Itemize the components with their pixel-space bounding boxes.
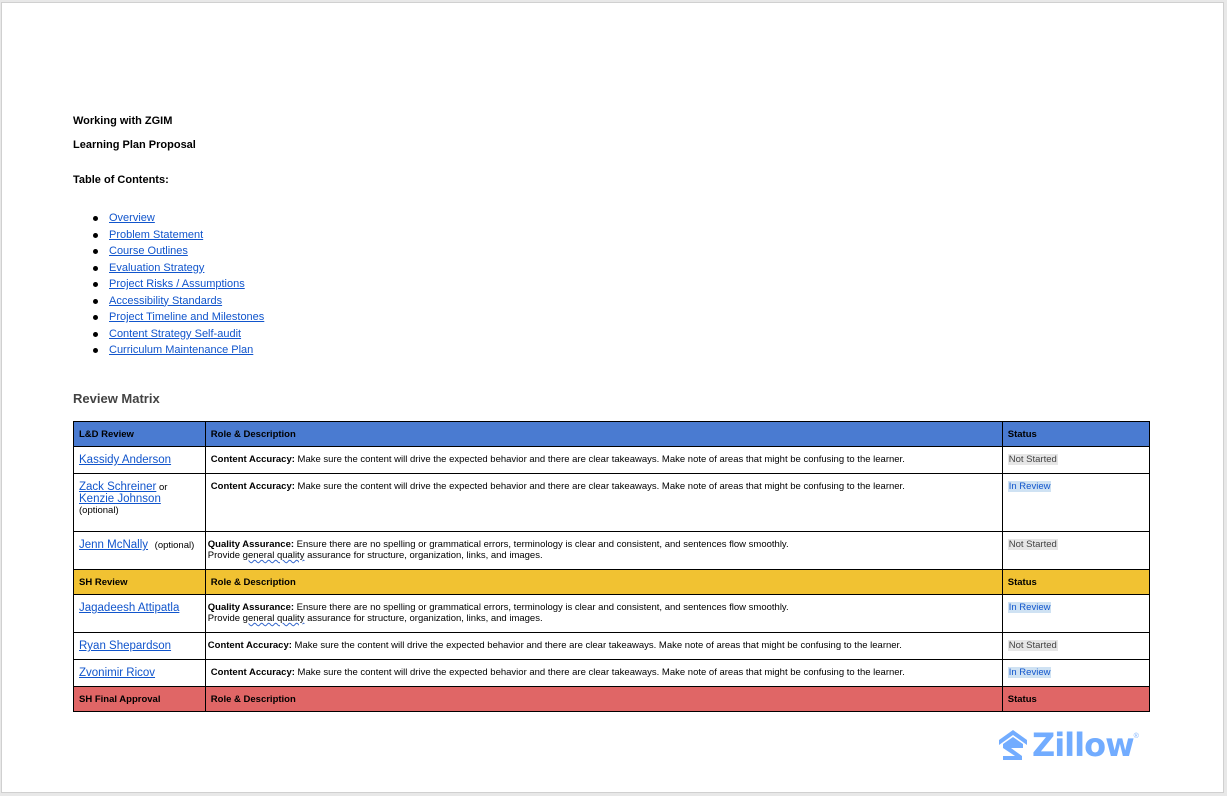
toc-link-overview[interactable]: Overview — [109, 212, 155, 224]
status-cell — [1002, 595, 1149, 633]
status-chip[interactable]: Not Started — [1008, 640, 1057, 651]
description-line2-start: Provide — [207, 550, 243, 561]
description-cell — [205, 447, 1002, 474]
status-cell — [1002, 633, 1149, 660]
reviewer-link[interactable]: Kassidy Anderson — [79, 454, 172, 466]
logo-wordmark: Zillow — [1032, 726, 1134, 764]
description-cell — [205, 532, 1002, 570]
toc-heading: Table of Contents: — [73, 174, 169, 186]
status-cell — [1002, 660, 1149, 687]
reviewer-link[interactable]: Kenzie Johnson — [79, 493, 161, 505]
header-cell-status: Status — [1002, 687, 1149, 712]
description-cell — [205, 474, 1002, 532]
reviewer-link[interactable]: Jagadeesh Attipatla — [79, 602, 180, 614]
header-cell-reviewer: SH Review — [74, 570, 206, 595]
or-text: or — [158, 482, 168, 493]
reviewer-link[interactable]: Jenn McNally — [79, 539, 149, 551]
toc-link-accessibility-standards[interactable]: Accessibility Standards — [109, 294, 223, 307]
review-matrix-table — [73, 421, 1150, 712]
bullet-icon — [93, 332, 98, 337]
reviewer-cell — [74, 532, 206, 570]
description-cell — [205, 595, 1002, 633]
role-description: Ensure there are no spelling or grammatical errors, terminology is clear and consistent, and sentences flow smoothly. — [294, 602, 789, 613]
role-description: Make sure the content will drive the expected behavior and there are clear takeaways. Make note of areas that might be confusing to the learner. — [294, 454, 905, 465]
reviewer-link[interactable]: Zvonimir Ricov — [79, 667, 156, 679]
reviewer-cell — [74, 447, 206, 474]
reviewer-link[interactable]: Ryan Shepardson — [79, 640, 172, 652]
reviewer-cell — [74, 660, 206, 687]
bullet-icon — [93, 315, 98, 320]
reviewer-link[interactable]: Zack Schreiner — [79, 481, 157, 493]
bullet-icon — [93, 266, 98, 271]
registered-mark: ® — [1133, 733, 1139, 740]
header-cell-status: Status — [1002, 422, 1149, 447]
toc-link-evaluation-strategy[interactable]: Evaluation Strategy — [109, 261, 205, 274]
reviewer-cell — [74, 633, 206, 660]
description-line2-start: Provide — [207, 613, 243, 624]
zillow-house-icon — [998, 729, 1028, 761]
bullet-icon — [93, 216, 98, 221]
toc-item — [73, 309, 264, 326]
optional-note: (optional) — [79, 505, 119, 516]
table-row — [74, 660, 1150, 687]
toc-item — [73, 342, 264, 359]
reviewer-cell — [74, 595, 206, 633]
table-row — [74, 595, 1150, 633]
toc-item — [73, 293, 264, 310]
header-cell-status: Status — [1002, 570, 1149, 595]
header-cell-role: Role & Description — [205, 687, 1002, 712]
document-page — [1, 2, 1224, 793]
role-description: Make sure the content will drive the expected behavior and there are clear takeaways. Make note of areas that might be confusing to the learner. — [294, 481, 905, 492]
review-matrix-heading: Review Matrix — [73, 391, 160, 406]
toc-item — [73, 210, 264, 227]
role-label: Content Accuracy: — [210, 454, 295, 465]
toc-item — [73, 260, 264, 277]
status-cell — [1002, 474, 1149, 532]
toc-item — [73, 276, 264, 293]
status-chip[interactable]: In Review — [1008, 481, 1051, 492]
role-label: Content Accuracy: — [210, 667, 295, 678]
toc-link-course-outlines[interactable]: Course Outlines — [109, 245, 188, 257]
toc-link-project-timeline[interactable]: Project Timeline and Milestones — [109, 311, 265, 323]
table-of-contents — [73, 210, 264, 359]
status-chip[interactable]: In Review — [1008, 602, 1051, 613]
role-description: Ensure there are no spelling or grammatical errors, terminology is clear and consistent, and sentences flow smoothly. — [294, 539, 789, 550]
description-cell — [205, 633, 1002, 660]
header-cell-role: Role & Description — [205, 570, 1002, 595]
header-cell-reviewer: L&D Review — [74, 422, 206, 447]
bullet-icon — [93, 348, 98, 353]
toc-link-curriculum-maintenance[interactable]: Curriculum Maintenance Plan — [109, 344, 254, 356]
status-cell — [1002, 532, 1149, 570]
document-subtitle: Learning Plan Proposal — [73, 139, 196, 151]
grammar-suggestion[interactable]: general quality — [242, 550, 305, 561]
header-cell-reviewer: SH Final Approval — [74, 687, 206, 712]
bullet-icon — [93, 249, 98, 254]
table-row — [74, 532, 1150, 570]
status-cell — [1002, 447, 1149, 474]
grammar-suggestion[interactable]: general quality — [242, 613, 305, 624]
toc-link-content-strategy[interactable]: Content Strategy Self-audit — [109, 327, 242, 340]
zillow-logo — [998, 727, 1139, 763]
toc-link-project-risks[interactable]: Project Risks / Assumptions — [109, 278, 245, 290]
bullet-icon — [93, 233, 98, 238]
bullet-icon — [93, 299, 98, 304]
description-line2-end: assurance for structure, organization, links, and images. — [304, 613, 543, 624]
sh-review-header-row — [74, 570, 1150, 595]
role-label: Quality Assurance: — [207, 602, 295, 613]
status-chip[interactable]: Not Started — [1008, 454, 1057, 465]
table-row — [74, 474, 1150, 532]
role-label: Content Accuracy: — [210, 481, 295, 492]
toc-item — [73, 326, 264, 343]
toc-link-problem-statement[interactable]: Problem Statement — [109, 228, 204, 241]
table-row — [74, 447, 1150, 474]
header-cell-role: Role & Description — [205, 422, 1002, 447]
ld-review-header-row — [74, 422, 1150, 447]
description-cell — [205, 660, 1002, 687]
role-description: Make sure the content will drive the expected behavior and there are clear takeaways. Make note of areas that might be confusing to the learner. — [291, 640, 902, 651]
table-row — [74, 633, 1150, 660]
role-description: Make sure the content will drive the expected behavior and there are clear takeaways. Make note of areas that might be confusing to the learner. — [294, 667, 905, 678]
toc-item — [73, 227, 264, 244]
role-label: Content Accuracy: — [207, 640, 292, 651]
status-chip[interactable]: Not Started — [1008, 539, 1057, 550]
status-chip[interactable]: In Review — [1008, 667, 1051, 678]
toc-item — [73, 243, 264, 260]
sh-final-approval-header-row — [74, 687, 1150, 712]
description-line2-end: assurance for structure, organization, links, and images. — [304, 550, 543, 561]
optional-note: (optional) — [154, 540, 195, 551]
document-title: Working with ZGIM — [73, 115, 173, 127]
bullet-icon — [93, 282, 98, 287]
role-label: Quality Assurance: — [207, 539, 295, 550]
reviewer-cell — [74, 474, 206, 532]
